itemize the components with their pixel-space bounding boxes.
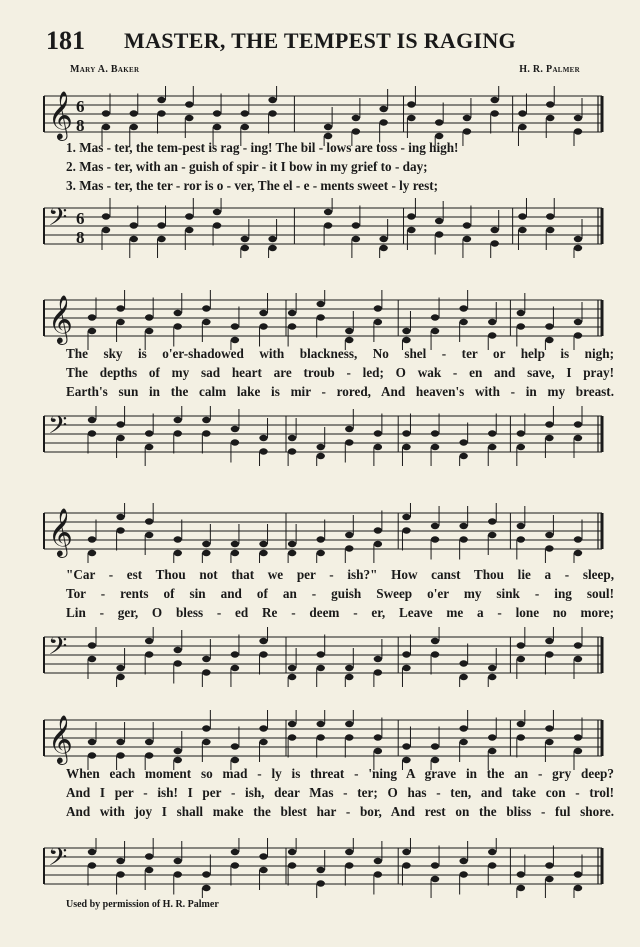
lyrics-block — [66, 140, 614, 197]
chord-notes — [431, 414, 439, 467]
chord-notes — [268, 219, 276, 258]
treble-staff — [40, 290, 608, 350]
lyric-verse-2: And I per - ish! I per - ish, dear Mas - ter; O has - ten, and take con - trol! — [66, 785, 614, 800]
lyric-verse-2: The depths of my sad heart are troub - led; O wak - en and save, I pray! — [66, 365, 614, 380]
bass-staff — [40, 838, 608, 898]
chord-notes — [213, 94, 221, 147]
chord-notes — [402, 311, 410, 350]
chord-notes — [157, 86, 165, 134]
lyric-verse-1: When each moment so mad - ly is threat - 'ning A grave in the an - gry deep? — [66, 766, 614, 781]
chord-notes — [431, 727, 439, 771]
chord-notes — [88, 838, 96, 886]
chord-notes — [431, 298, 439, 351]
chord-notes — [174, 406, 182, 454]
chord-notes — [574, 718, 582, 771]
chord-notes — [379, 219, 387, 258]
lyric-verse-3: Lin - ger, O bless - ed Re - deem - er, Leave me a - lone no more; — [66, 605, 614, 620]
chord-notes — [352, 206, 360, 259]
chord-notes — [259, 293, 267, 347]
time-signature-bottom: 8 — [76, 116, 85, 135]
chord-notes — [574, 219, 582, 258]
chord-notes — [374, 841, 382, 895]
lyric-verse-2: Tor - rents of sin and of an - guish Sweep o'er my sink - ing soul! — [66, 586, 614, 601]
chord-notes — [116, 290, 124, 342]
chord-notes — [174, 520, 182, 564]
time-signature-top: 6 — [76, 209, 85, 228]
chord-notes — [402, 414, 410, 467]
treble-staff — [40, 710, 608, 770]
chord-notes — [145, 298, 153, 351]
chord-notes — [231, 635, 239, 688]
chord-notes — [545, 406, 553, 458]
chord-notes — [185, 86, 193, 138]
permission-footer: Used by permission of H. R. Palmer — [66, 899, 219, 910]
chord-notes — [518, 198, 526, 250]
chord-notes — [116, 841, 124, 895]
chord-notes — [431, 846, 439, 899]
chord-notes — [435, 201, 443, 255]
chord-notes — [231, 838, 239, 886]
hymn-title: MASTER, THE TEMPEST IS RAGING — [124, 28, 516, 53]
chord-notes — [174, 731, 182, 770]
chord-notes — [463, 206, 471, 259]
bass-staff — [40, 627, 608, 687]
chord-notes — [545, 846, 553, 899]
chord-notes — [402, 635, 410, 688]
chord-notes — [517, 627, 525, 679]
chord-notes — [231, 409, 239, 463]
chord-notes — [574, 627, 582, 679]
chord-notes — [174, 630, 182, 684]
chord-notes — [231, 524, 239, 563]
chord-notes — [288, 838, 296, 886]
chord-notes — [259, 627, 267, 675]
chord-notes — [145, 503, 153, 555]
chord-notes — [374, 511, 382, 564]
treble-clef-icon: 𝄞 — [48, 294, 73, 343]
chord-notes — [102, 94, 110, 147]
treble-staff — [40, 503, 608, 563]
chord-notes — [431, 506, 439, 560]
lyrics-block — [66, 346, 614, 403]
chord-notes — [259, 524, 267, 563]
chord-notes — [145, 627, 153, 675]
chord-notes — [459, 841, 467, 895]
chord-notes — [241, 219, 249, 258]
chord-notes — [379, 89, 387, 143]
chord-notes — [517, 855, 525, 899]
chord-notes — [407, 198, 415, 250]
chord-notes — [545, 710, 553, 762]
lyric-verse-1: The sky is o'er-shadowed with blackness, No shel - ter or help is nigh; — [66, 346, 614, 361]
chord-notes — [546, 198, 554, 250]
chord-notes — [202, 290, 210, 342]
chord-notes — [116, 406, 124, 458]
chord-notes — [459, 506, 467, 560]
chord-notes — [241, 94, 249, 147]
chord-notes — [185, 198, 193, 250]
chord-notes — [202, 406, 210, 454]
chord-notes — [574, 406, 582, 458]
chord-notes — [431, 627, 439, 675]
chord-notes — [459, 290, 467, 342]
time-signature-top: 6 — [76, 97, 85, 116]
chord-notes — [317, 290, 325, 338]
treble-clef-icon: 𝄞 — [48, 714, 73, 763]
lyric-verse-1: "Car - est Thou not that we per - ish?" How canst Thou lie a - sleep, — [66, 567, 614, 582]
chord-notes — [130, 206, 138, 259]
lyricist-credit: Mary A. Baker — [70, 64, 140, 75]
chord-notes — [317, 635, 325, 688]
bass-clef-icon: 𝄢 — [48, 203, 68, 238]
chord-notes — [517, 293, 525, 347]
chord-notes — [202, 855, 210, 899]
bass-clef-icon: 𝄢 — [48, 411, 68, 446]
chord-notes — [546, 86, 554, 138]
chord-notes — [259, 838, 267, 890]
chord-notes — [491, 86, 499, 134]
chord-notes — [288, 710, 296, 758]
chord-notes — [213, 198, 221, 246]
chord-notes — [517, 506, 525, 560]
chord-notes — [130, 94, 138, 147]
chord-notes — [545, 307, 553, 351]
chord-notes — [231, 727, 239, 771]
treble-clef-icon: 𝄞 — [48, 507, 73, 556]
page-number: 181 — [46, 26, 85, 55]
lyric-verse-3: And with joy I shall make the blest har - bor, And rest on the bliss - ful shore. — [66, 804, 614, 819]
chord-notes — [324, 198, 332, 246]
chord-notes — [517, 414, 525, 467]
chord-notes — [488, 414, 496, 467]
chord-notes — [317, 427, 325, 466]
chord-notes — [402, 838, 410, 886]
chord-notes — [459, 423, 467, 467]
bass-clef-icon: 𝄢 — [48, 843, 68, 878]
chord-notes — [488, 503, 496, 555]
lyric-verse-3: Earth's sun in the calm lake is mir - rored, And heaven's with - in my breast. — [66, 384, 614, 399]
chord-notes — [402, 727, 410, 771]
treble-clef-icon: 𝄞 — [48, 90, 73, 139]
lyric-verse-1: 1. Mas - ter, the tem-pest is rag - ing! The bil - lows are toss - ing high! — [66, 140, 459, 155]
chord-notes — [102, 198, 110, 250]
chord-notes — [202, 710, 210, 762]
chord-notes — [459, 710, 467, 762]
chord-notes — [459, 644, 467, 688]
chord-notes — [518, 94, 526, 147]
chord-notes — [374, 414, 382, 467]
chord-notes — [88, 406, 96, 454]
chord-notes — [517, 710, 525, 758]
chord-notes — [345, 838, 353, 886]
chord-notes — [88, 520, 96, 564]
lyrics-block — [66, 567, 614, 624]
chord-notes — [407, 86, 415, 138]
chord-notes — [345, 648, 353, 687]
bass-staff — [40, 406, 608, 466]
chord-notes — [345, 311, 353, 350]
chord-notes — [488, 718, 496, 771]
chord-notes — [157, 206, 165, 259]
chord-notes — [345, 710, 353, 758]
chord-notes — [574, 520, 582, 564]
chord-notes — [145, 414, 153, 467]
chord-notes — [345, 409, 353, 463]
lyric-verse-2: 2. Mas - ter, with an - guish of spir - it I bow in my grief to - day; — [66, 159, 428, 174]
chord-notes — [231, 307, 239, 351]
chord-notes — [488, 838, 496, 886]
chord-notes — [317, 520, 325, 564]
chord-notes — [288, 648, 296, 687]
composer-credit: H. R. Palmer — [519, 64, 580, 75]
chord-notes — [174, 841, 182, 895]
chord-notes — [317, 710, 325, 758]
lyric-verse-3: 3. Mas - ter, the ter - ror is o - ver, The el - e - ments sweet - ly rest; — [66, 178, 439, 193]
chord-notes — [259, 710, 267, 762]
chord-notes — [288, 293, 296, 347]
chord-notes — [288, 524, 296, 563]
chord-notes — [174, 293, 182, 347]
bass-staff — [40, 198, 608, 258]
lyrics-block — [66, 766, 614, 823]
treble-staff — [40, 86, 608, 146]
chord-notes — [202, 524, 210, 563]
time-signature-bottom: 8 — [76, 228, 85, 247]
chord-notes — [88, 627, 96, 679]
chord-notes — [545, 627, 553, 675]
chord-notes — [145, 838, 153, 890]
chord-notes — [488, 648, 496, 687]
chord-notes — [268, 86, 276, 134]
chord-notes — [574, 855, 582, 899]
chord-notes — [402, 503, 410, 551]
chord-notes — [116, 648, 124, 687]
chord-notes — [88, 298, 96, 351]
chord-notes — [116, 503, 124, 551]
chord-notes — [374, 290, 382, 342]
chord-notes — [374, 718, 382, 771]
bass-clef-icon: 𝄢 — [48, 632, 68, 667]
